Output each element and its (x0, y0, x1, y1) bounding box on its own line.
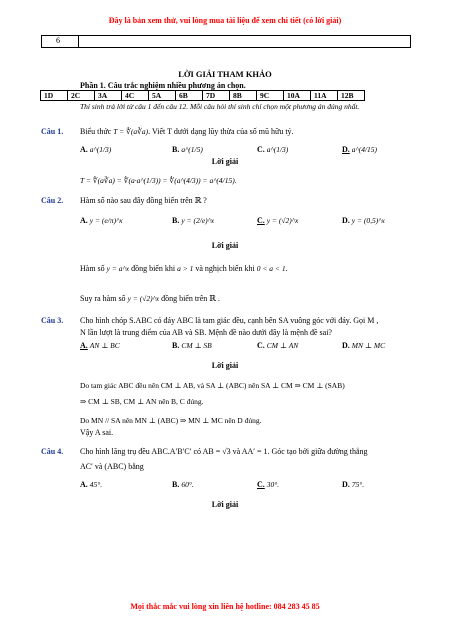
q2-option-d: D. y = (0,5)^x (342, 216, 385, 225)
q3-solution-line-3: Do MN // SA nên MN ⊥ (ABC) ⇒ MN ⊥ MC nên D đúng. (80, 416, 262, 425)
q3-option-a: A. AN ⊥ BC (80, 341, 120, 350)
q1-expression: T = ∜(a∛a) (113, 127, 149, 136)
question-3-line-1: Cho hình chóp S.ABC có đáy ABC là tam giác đều, cạnh bên SA vuông góc với đáy. Gọi M , (80, 316, 379, 325)
question-2-text: Hàm số nào sau đây đồng biến trên ℝ ? (80, 196, 207, 205)
answer-cell: 9C (257, 91, 284, 101)
q3-option-c: C. CM ⊥ AN (257, 341, 299, 350)
q4-option-c: C. 30°. (257, 480, 280, 489)
page-title: LỜI GIẢI THAM KHẢO (178, 69, 272, 79)
q1-text-b: . Viết T dưới dạng lũy thừa của số mũ hữu tỷ. (148, 127, 294, 136)
question-1-text (80, 127, 294, 136)
preview-banner: Đây là bản xem thử, vui lòng mua tài liệu để xem chi tiết (có lời giải) (108, 16, 342, 25)
top-box (41, 35, 411, 48)
question-2-label: Câu 2. (41, 196, 64, 205)
answer-cell: 3A (95, 91, 122, 101)
q1-option-c: C. a^(1/3) (257, 145, 289, 154)
q1-text-a: Biểu thức (80, 127, 112, 136)
q3-option-b: B. CM ⊥ SB (172, 341, 212, 350)
q4-option-d: D. 75°. (342, 480, 365, 489)
answer-cell: 1D (41, 91, 68, 101)
answer-cell: 12B (338, 91, 365, 101)
question-3-label: Câu 3. (41, 316, 64, 325)
top-box-number: 6 (56, 36, 60, 45)
q2-option-c: C. y = (√2)^x (257, 216, 299, 225)
q4-option-b: B. 60°. (172, 480, 194, 489)
q1-option-a: A. a^(1/3) (80, 145, 112, 154)
q2-option-a: A. y = (e/π)^x (80, 216, 123, 225)
q4-option-a: A. 45°. (80, 480, 103, 489)
answer-table (40, 90, 365, 101)
q3-solution-line-4: Vậy A sai. (80, 428, 114, 437)
answer-cell: 2C (68, 91, 95, 101)
question-4-line-2: AC′ và (ABC) bằng (80, 462, 144, 471)
question-4-label: Câu 4. (41, 447, 64, 456)
answer-cell: 11A (311, 91, 338, 101)
answer-cell: 5A (149, 91, 176, 101)
instruction: Thí sinh trả lời từ câu 1 đến câu 12. Mỗi câu hỏi thí sinh chỉ chọn một phương án đúng nhất. (80, 102, 360, 111)
answer-cell: 6B (176, 91, 203, 101)
answer-cell: 8B (230, 91, 257, 101)
q2-solution-line-2: Suy ra hàm số y = (√2)^x đồng biến trên ℝ . (80, 294, 220, 303)
q3-solution-line-2: ⇒ CM ⊥ SB, CM ⊥ AN nên B, C đúng. (80, 397, 204, 406)
q4-solution-heading: Lời giải (211, 500, 239, 509)
question-4-line-1: Cho hình lăng trụ đều ABC.A′B′C′ có AB = √3 và AA′ = 1. Góc tạo bởi giữa đường thẳng (80, 447, 368, 456)
answer-cell: 10A (284, 91, 311, 101)
question-3-line-2: N lần lượt là trung điểm của AB và SB. Mệnh đề nào dưới đây là mệnh đề sai? (80, 328, 332, 337)
q1-solution-heading: Lời giải (211, 157, 239, 166)
answer-row (41, 91, 365, 101)
answer-cell: 7D (203, 91, 230, 101)
q1-option-b: B. a^(1/5) (172, 145, 203, 154)
hotline-banner: Mọi thắc mắc vui lòng xin liên hệ hotline: 084 283 45 85 (130, 602, 320, 611)
q2-option-b: B. y = (2/e)^x (172, 216, 215, 225)
q1-option-d: D. a^(4/15) (342, 145, 378, 154)
q2-solution-line-1: Hàm số y = a^x đồng biến khi a > 1 và nghịch biến khi 0 < a < 1. (80, 264, 288, 273)
q1-solution: T = ∜(a∛a) = ∜(a·a^(1/3)) = ∜(a^(4/3)) = a^(4/15). (80, 176, 237, 185)
q2-solution-heading: Lời giải (211, 241, 239, 250)
q3-solution-line-1: Do tam giác ABC đều nên CM ⊥ AB, và SA ⊥ (ABC) nên SA ⊥ CM ⇒ CM ⊥ (SAB) (80, 381, 345, 390)
q3-option-d: D. MN ⊥ MC (342, 341, 386, 350)
q3-solution-heading: Lời giải (211, 361, 239, 370)
answer-cell: 4C (122, 91, 149, 101)
question-1-label: Câu 1. (41, 127, 64, 136)
part-heading: Phần 1. Câu trắc nghiệm nhiều phương án chọn. (80, 81, 246, 90)
